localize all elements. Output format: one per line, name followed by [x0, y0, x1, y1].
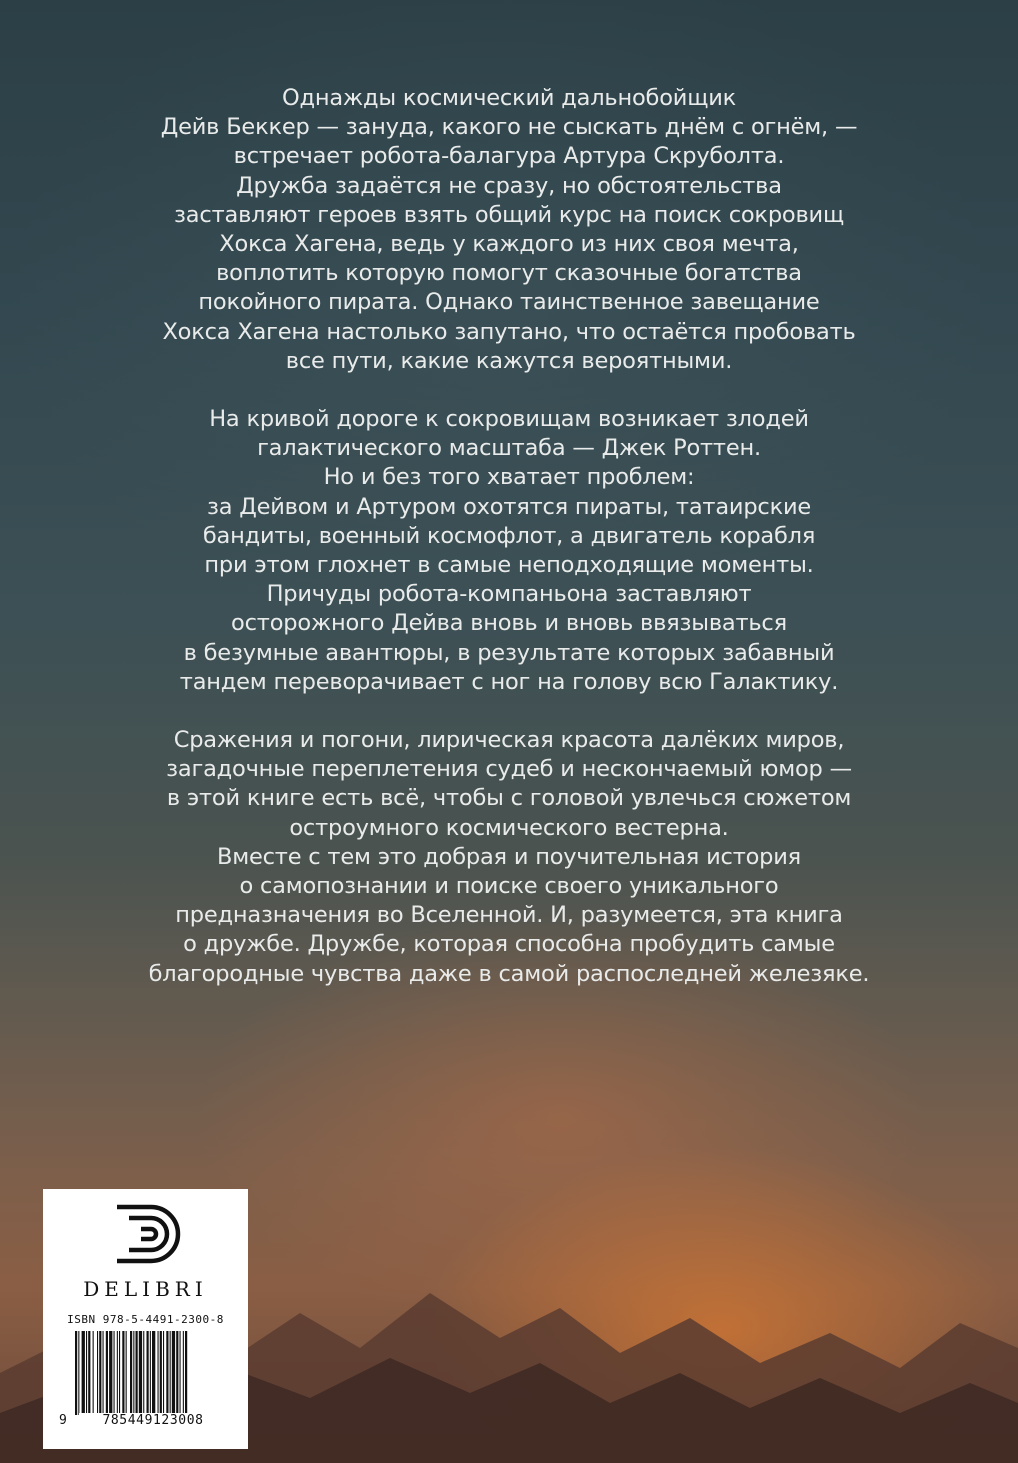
blurb-line: при этом глохнет в самые неподходящие моменты.	[204, 552, 814, 579]
barcode-bar	[183, 1331, 184, 1415]
blurb-line: тандем переворачивает с ног на голову всю Галактику.	[179, 668, 839, 695]
barcode-bar	[166, 1331, 168, 1415]
barcode-bar	[93, 1331, 94, 1415]
blurb-paragraph	[60, 84, 958, 376]
blurb-line: Хокса Хагена настолько запутано, что остаётся пробовать	[162, 318, 856, 345]
blurb-line: загадочные переплетения судеб и нескончаемый юмор —	[166, 756, 852, 783]
barcode-bar	[180, 1331, 181, 1415]
blurb-line: встречает робота-балагура Артура Скруболта.	[233, 143, 785, 170]
barcode-bar	[170, 1331, 171, 1415]
blurb-line: Дружба задаётся не сразу, но обстоятельства	[236, 172, 782, 199]
blurb-paragraph	[60, 726, 958, 989]
publisher-name: DELIBRI	[83, 1277, 208, 1301]
barcode-bar	[185, 1331, 187, 1415]
barcode-bar	[117, 1331, 118, 1415]
delibri-logo-icon	[115, 1203, 181, 1265]
blurb-line: Причуды робота-компаньона заставляют	[266, 581, 752, 608]
barcode-bar	[88, 1331, 90, 1415]
barcode-bar	[78, 1331, 79, 1415]
barcode-bar	[160, 1331, 162, 1415]
barcode-bar	[97, 1331, 98, 1415]
blurb-line: покойного пирата. Однако таинственное завещание	[198, 289, 820, 316]
barcode-first-digit: 9	[59, 1413, 67, 1428]
barcode-bar	[163, 1331, 164, 1415]
barcode-bar	[119, 1331, 120, 1415]
blurb-line: осторожного Дейва вновь и вновь ввязываться	[231, 610, 787, 637]
blurb-line: предназначения во Вселенной. И, разумеется, эта книга	[175, 902, 843, 929]
barcode-bar	[82, 1331, 85, 1415]
barcode-bar	[147, 1331, 149, 1415]
blurb-paragraph	[60, 405, 958, 697]
barcode-bar	[136, 1331, 138, 1415]
barcode-bar	[150, 1331, 151, 1415]
barcode-bar	[114, 1331, 115, 1415]
blurb-line: бандиты, военный космофлот, а двигатель корабля	[202, 522, 816, 549]
barcode-bar	[126, 1331, 127, 1415]
barcode-digits: 785449123008	[79, 1413, 227, 1428]
blurb-line: все пути, какие кажутся вероятными.	[285, 347, 733, 374]
isbn-label: ISBN 978-5-4491-2300-8	[67, 1313, 224, 1326]
blurb-line: о дружбе. Дружбе, которая способна пробудить самые	[183, 931, 835, 958]
barcode-bar	[133, 1331, 134, 1415]
barcode-bar	[176, 1331, 178, 1415]
barcode-bar	[158, 1331, 159, 1415]
blurb-line: Но и без того хватает проблем:	[323, 464, 695, 491]
barcode-bar	[86, 1331, 87, 1415]
blurb-line: галактического масштаба — Джек Роттен.	[257, 435, 761, 462]
barcode-bar	[75, 1331, 77, 1415]
barcode-bar	[143, 1331, 144, 1415]
blurb-line: заставляют героев взять общий курс на поиск сокровищ	[174, 201, 844, 228]
blurb-line: Вместе с тем это добрая и поучительная история	[216, 843, 802, 870]
barcode-bar	[130, 1331, 132, 1415]
barcode-bar	[106, 1331, 108, 1415]
blurb-line: в безумные авантюры, в результате которых забавный	[183, 639, 835, 666]
blurb-line: в этой книге есть всё, чтобы с головой увлечься сюжетом	[166, 785, 852, 812]
blurb-line: благородные чувства даже в самой распоследней железяке.	[148, 960, 870, 987]
barcode-bar	[103, 1331, 104, 1415]
barcode-bar	[99, 1331, 101, 1415]
blurb-line: Хокса Хагена, ведь у каждого из них своя мечта,	[219, 231, 799, 258]
blurb-line: воплотить которую помогут сказочные богатства	[216, 260, 802, 287]
barcode-bar	[172, 1331, 175, 1415]
blurb-text	[60, 84, 958, 1018]
blurb-line: На кривой дороге к сокровищам возникает злодей	[209, 406, 809, 433]
blurb-line: Дейв Беккер — зануда, какого не сыскать днём с огнём, —	[160, 114, 858, 141]
blurb-line: о самопознании и поиске своего уникального	[239, 873, 779, 900]
barcode-bar	[152, 1331, 155, 1415]
blurb-line: остроумного космического вестерна.	[289, 814, 729, 841]
publisher-box	[43, 1189, 248, 1449]
blurb-line: Однажды космический дальнобойщик	[281, 85, 737, 111]
blurb-line: Сражения и погони, лирическая красота далёких миров,	[173, 727, 845, 754]
barcode-bar	[139, 1331, 142, 1415]
barcode-bar	[109, 1331, 112, 1415]
blurb-line: за Дейвом и Артуром охотятся пираты, татаирские	[206, 493, 812, 520]
barcode-bar	[122, 1331, 124, 1415]
